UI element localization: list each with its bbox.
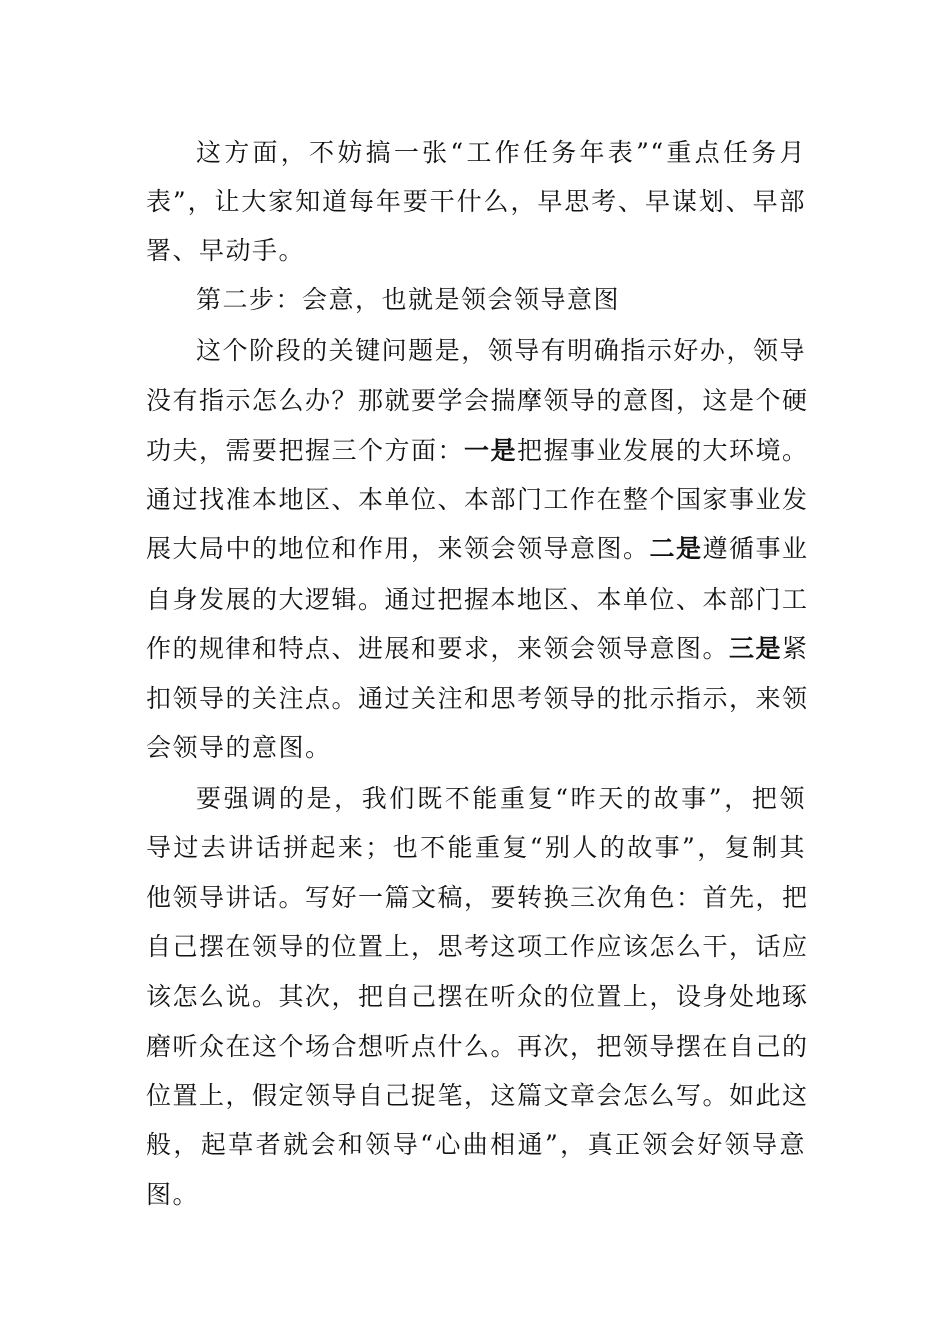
line-text: 功夫，需要把握三个方面： xyxy=(146,436,465,465)
paragraph-line: 位置上，假定领导自己捉笔，这篇文章会怎么写。如此这 xyxy=(146,1081,809,1110)
paragraph-line: 要强调的是，我们既不能重复“昨天的故事”，把领 xyxy=(196,784,806,813)
paragraph-line: 自身发展的大逻辑。通过把握本地区、本单位、本部门工 xyxy=(146,585,809,614)
paragraph-line: 这个阶段的关键问题是，领导有明确指示好办，领导 xyxy=(196,336,806,365)
paragraph-line: 般，起草者就会和领导“心曲相通”，真正领会好领导意 xyxy=(146,1130,806,1159)
paragraph-line: 自己摆在领导的位置上，思考这项工作应该怎么干，话应 xyxy=(146,932,809,961)
paragraph-line: 导过去讲话拼起来；也不能重复“别人的故事”，复制其 xyxy=(146,833,806,862)
paragraph-line: 磨听众在这个场合想听点什么。再次，把领导摆在自己的 xyxy=(146,1032,809,1061)
paragraph-line xyxy=(146,529,809,569)
line-text: 把握事业发展的大环境。 xyxy=(517,436,809,465)
paragraph-line: 没有指示怎么办？那就要学会揣摩领导的意图，这是个硬 xyxy=(146,386,809,415)
paragraph-line: 表”，让大家知道每年要干什么，早思考、早谋划、早部 xyxy=(146,187,806,216)
paragraph-line: 他领导讲话。写好一篇文稿，要转换三次角色：首先，把 xyxy=(146,883,809,912)
paragraph-line: 图。 xyxy=(146,1180,200,1209)
paragraph-line: 该怎么说。其次，把自己摆在听众的位置上，设身处地琢 xyxy=(146,982,809,1011)
paragraph-line: 署、早动手。 xyxy=(146,236,306,265)
bold-marker: 三是 xyxy=(729,634,783,663)
bold-marker: 二是 xyxy=(649,534,703,563)
paragraph-line: 通过找准本地区、本单位、本部门工作在整个国家事业发 xyxy=(146,485,809,514)
paragraph-line: 扣领导的关注点。通过关注和思考领导的批示指示，来领 xyxy=(146,684,809,713)
line-text: 紧 xyxy=(782,634,809,663)
paragraph-line: 会领导的意图。 xyxy=(146,733,332,762)
line-text: 遵循事业 xyxy=(702,534,809,563)
paragraph-line xyxy=(146,431,809,471)
bold-marker: 一是 xyxy=(464,436,518,465)
line-text: 作的规律和特点、进展和要求，来领会领导意图。 xyxy=(146,634,730,663)
paragraph-line xyxy=(146,629,809,669)
section-heading: 第二步：会意，也就是领会领导意图 xyxy=(196,285,621,314)
paragraph-line: 这方面，不妨搞一张“工作任务年表”“重点任务月 xyxy=(196,138,806,167)
line-text: 展大局中的地位和作用，来领会领导意图。 xyxy=(146,534,650,563)
